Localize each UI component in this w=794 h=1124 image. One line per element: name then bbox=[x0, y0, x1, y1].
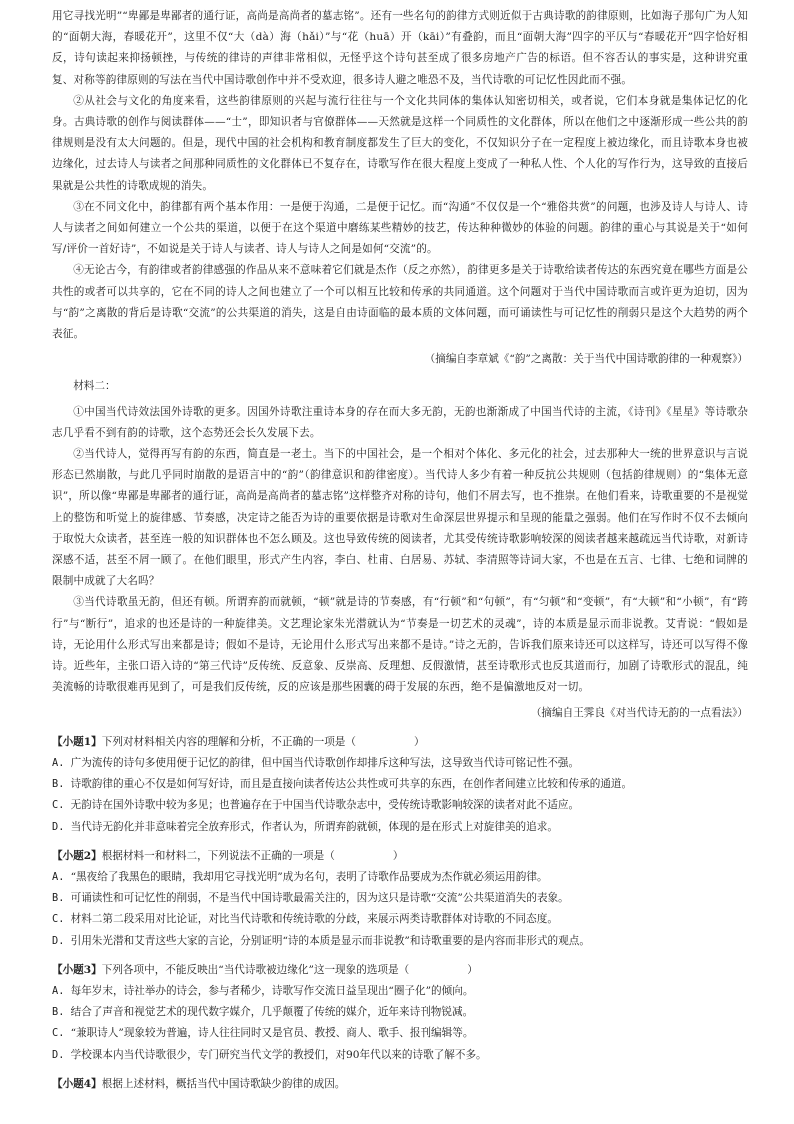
option-key: D. bbox=[52, 934, 65, 947]
question-2 bbox=[52, 846, 748, 952]
option-key: B. bbox=[52, 778, 65, 791]
question-close: ） bbox=[392, 849, 404, 862]
option-text: “黑夜给了我黑色的眼睛，我却用它寻找光明”成为名句，表明了诗歌作品要成为杰作就必须运用韵律。 bbox=[70, 870, 548, 883]
question-stem bbox=[52, 846, 748, 867]
material2-paragraph-3: ③当代诗歌虽无韵，但还有顿。所谓弃韵而就顿，“顿”就是诗的节奏感，有“行顿”和“句顿”，有“匀顿”和“变顿”，有“大顿”和“小顿”，有“跨行”与“断行”，追求的也还是诗的一种旋律美。文艺理论家朱光潜就认为“节奏是一切艺术的灵魂”，诗的本质是显示而非说教。艾青说：“假如是诗，无论用什么形式写出来都是诗；假如不是诗，无论用什么形式写出来都不是诗。”诗之无韵，告诉我们原来诗还可以这样写，诗还可以写得不像诗。近些年，主张口语入诗的“第三代诗”反传统、反意象、反崇高、反理想、反假激情，甚至诗歌形式也反其道而行，加剧了诗歌形式的混乱，纯美流畅的诗歌很难再见到了，可是我们反传统，反的应该是那些困囊的碍于发展的东西，绝不是偏激地反对一切。 bbox=[52, 596, 748, 694]
question-3 bbox=[52, 960, 748, 1066]
option-key: B. bbox=[52, 1006, 65, 1019]
option-key: C. bbox=[52, 913, 65, 926]
option-text: 引用朱光潜和艾青这些大家的言论，分别证明“诗的本质是显示而非说教”和诗歌重要的是内容而非形式的观点。 bbox=[70, 934, 590, 947]
question-tag: 【小题3】 bbox=[52, 963, 102, 976]
question-text: 下列各项中，不能反映出“当代诗歌被边缘化”这一现象的选项是（ bbox=[101, 963, 410, 976]
option-text: 学校课本内当代诗歌很少，专门研究当代文学的教授们，对90年代以来的诗歌了解不多。 bbox=[70, 1048, 487, 1061]
option-text: 可诵读性和可记忆性的削弱，不是当代中国诗歌最需关注的，因为这只是诗歌“交流”公共渠道消失的表象。 bbox=[70, 892, 569, 905]
material1-source: （摘编自李章斌《“韵”之离散：关于当代中国诗歌韵律的一种观察》） bbox=[424, 353, 748, 366]
question-text: 下列对材料相关内容的理解和分析，不正确的一项是（ bbox=[101, 735, 356, 748]
question-close: ） bbox=[467, 963, 478, 976]
option-b[interactable] bbox=[52, 888, 748, 909]
option-text: 广为流传的诗句多使用便于记忆的韵律，但中国当代诗歌创作却排斥这种写法，这导致当代诗可铭记性不强。 bbox=[70, 756, 580, 769]
question-stem bbox=[52, 1074, 748, 1095]
material2-paragraph-2: ②当代诗人，觉得再写有韵的东西，简直是一老土。当下的中国社会，是一个相对个体化、多元化的社会，过去那种大一统的世界意识与言说形态已然崩散，与此几乎同时崩散的是语言中的“韵”（韵律意识和韵律密度）。当代诗人多少有着一种反抗公共规则（包括韵律规则）的“集体无意识”，所以像“卑鄙是卑鄙者的通行证，高尚是高尚者的墓志铭”这样整齐对称的诗句，他们不屑去写，也不推崇。在他们看来，诗歌重要的不是视觉上的整饬和听觉上的旋律感、节奏感，决定诗之能否为诗的重要依据是诗歌对生命深层世界提示和呈现的能量之强弱。他们在写作时不仅不去倾向于取悦大众读者，甚至连一般的知识群体也不怎么顾及。这也导致传统的阅读者，尤其受传统诗歌影响较深的阅读者越来越疏远当代诗歌，对新诗深感不适，甚至不屑一顾了。在他们眼里，形式产生内容，李白、杜甫、白居易、苏轼、李清照等诗词大家，不也是在五言、七律、七绝和词牌的限制中成就了大名吗？ bbox=[52, 448, 748, 588]
material2-source: （摘编自王霁良《对当代诗无韵的一点看法》） bbox=[530, 706, 748, 719]
material1-paragraph-3: ③在不同文化中，韵律都有两个基本作用：一是便于沟通，二是便于记忆。而“沟通”不仅仅是一个“雅俗共赏”的问题，也涉及诗人与诗人、诗人与读者之间如何建立一个公共的渠道，以便于在这个渠道中磨练某些精妙的技艺，传达种种微妙的体验的问题。韵律的重心与其说是关于“如何写/评价一首好诗”，不如说是关于诗人与读者、诗人与诗人之间是如何“交流”的。 bbox=[52, 200, 748, 256]
option-text: “兼职诗人”现象较为普遍，诗人往往同时又是官员、教授、商人、歌手、报刊编辑等。 bbox=[70, 1027, 474, 1040]
question-text: 根据上述材料，概括当代中国诗歌缺少韵律的成因。 bbox=[101, 1077, 346, 1090]
option-key: B. bbox=[52, 892, 65, 905]
question-stem bbox=[52, 732, 748, 753]
option-text: 无韵诗在国外诗歌中较为多见；也普遍存在于中国当代诗歌杂志中，受传统诗歌影响较深的读者对此不适应。 bbox=[70, 799, 580, 812]
material1-paragraph-continued: 用它寻找光明”“卑鄙是卑鄙者的通行证，高尚是高尚者的墓志铭”。还有一些名句的韵律方式则近似于古典诗歌的韵律原则，比如海子那句广为人知的“面朝大海，春暖花开”，这里不仅“大（dà）海（hǎi）”与“花（huā）开（kāi）”有叠韵，而且“面朝大海”四字的平仄与“春暖花开”四字恰好相反，诗句读起来抑扬顿挫，与传统的律诗的声律非常相似，无怪乎这个诗句甚至成了很多房地产广告的标语。但不容否认的事实是，这种讲究重复、对称等韵律原则的写法在当代中国诗歌创作中并不受欢迎，很多诗人避之唯恐不及，当代诗歌的可记忆性因此而不强。 bbox=[52, 10, 748, 86]
option-key: A. bbox=[52, 984, 65, 997]
option-b[interactable] bbox=[52, 774, 748, 795]
material1-paragraph-4: ④无论古今，有韵律或者韵律感强的作品从来不意味着它们就是杰作（反之亦然），韵律更多是关于诗歌给读者传达的东西究竟在哪些方面是公共性的或者可以共享的，它在不同的诗人之间也建立了一个可以相互比较和传承的共同通道。这个问题对于当代中国诗歌而言或许更为迫切，因为与“韵”之离散的背后是诗歌“交流”的公共渠道的消失，这是自由诗面临的最本质的文体问题，而可诵读性与可记忆性的削弱只是这个大趋势的两个表征。 bbox=[52, 264, 748, 341]
question-1 bbox=[52, 732, 748, 838]
option-key: A. bbox=[52, 756, 65, 769]
material1-paragraph-2: ②从社会与文化的角度来看，这些韵律原则的兴起与流行往往与一个文化共同体的集体认知密切相关，或者说，它们本身就是集体记忆的化身。古典诗歌的创作与阅读群体——“士”，即知识者与官僚群体——天然就是这样一个同质性的文化群体，所以在他们之中逐渐形成一些公共的韵律规则是没有太大问题的。但是，现代中国的社会机构和教育制度都发生了巨大的变化，不仅知识分子在一定程度上被边缘化，而且诗歌本身也被边缘化，过去诗人与读者之间那种同质性的文化群体已不复存在，诗歌写作在很大程度上变成了一种私人性、个人化的写作行为，这导致的直接后果就是公共性的诗歌成规的消失。 bbox=[52, 94, 748, 192]
option-text: 每年岁末，诗社举办的诗会，参与者稀少，诗歌写作交流日益呈现出“圈子化”的倾向。 bbox=[70, 984, 474, 997]
question-tag: 【小题1】 bbox=[52, 735, 102, 748]
option-c[interactable] bbox=[52, 1023, 748, 1044]
option-text: 结合了声音和视觉艺术的现代数字媒介，几乎颠覆了传统的媒介，近年来诗刊物锐减。 bbox=[70, 1006, 474, 1019]
option-c[interactable] bbox=[52, 795, 748, 816]
material2-paragraph-1: ①中国当代诗效法国外诗歌的更多。因国外诗歌注重诗本身的存在而大多无韵，无韵也渐渐成了中国当代诗的主流，《诗刊》《星星》等诗歌杂志几乎看不到有韵的诗歌，这个态势还会长久发展下去。 bbox=[52, 405, 748, 439]
option-d[interactable] bbox=[52, 1045, 748, 1066]
option-b[interactable] bbox=[52, 1002, 748, 1023]
option-d[interactable] bbox=[52, 931, 748, 952]
option-key: C. bbox=[52, 799, 65, 812]
question-tag: 【小题2】 bbox=[52, 849, 102, 862]
option-a[interactable] bbox=[52, 981, 748, 1002]
question-stem bbox=[52, 960, 748, 981]
question-text: 根据材料一和材料二，下列说法不正确的一项是（ bbox=[101, 849, 335, 862]
option-a[interactable] bbox=[52, 867, 748, 888]
option-key: A. bbox=[52, 870, 65, 883]
material2-label: 材料二： bbox=[73, 380, 116, 393]
option-d[interactable] bbox=[52, 817, 748, 838]
option-text: 诗歌韵律的重心不仅是如何写好诗，而且是直接向读者传达公共性或可共享的东西，在创作者间建立比较和传承的通道。 bbox=[70, 778, 633, 791]
question-close: ） bbox=[414, 735, 425, 748]
question-tag: 【小题4】 bbox=[52, 1077, 102, 1090]
option-key: D. bbox=[52, 820, 65, 833]
question-4 bbox=[52, 1074, 748, 1095]
option-text: 当代诗无韵化并非意味着完全放弃形式，作者认为，所谓弃韵就顿，体现的是在形式上对旋律美的追求。 bbox=[70, 820, 558, 833]
option-a[interactable] bbox=[52, 753, 748, 774]
option-key: D. bbox=[52, 1048, 65, 1061]
option-text: 材料二第二段采用对比论证，对比当代诗歌和传统诗歌的分歧，来展示两类诗歌群体对诗歌的不同态度。 bbox=[70, 913, 558, 926]
option-c[interactable] bbox=[52, 909, 748, 930]
option-key: C. bbox=[52, 1027, 65, 1040]
